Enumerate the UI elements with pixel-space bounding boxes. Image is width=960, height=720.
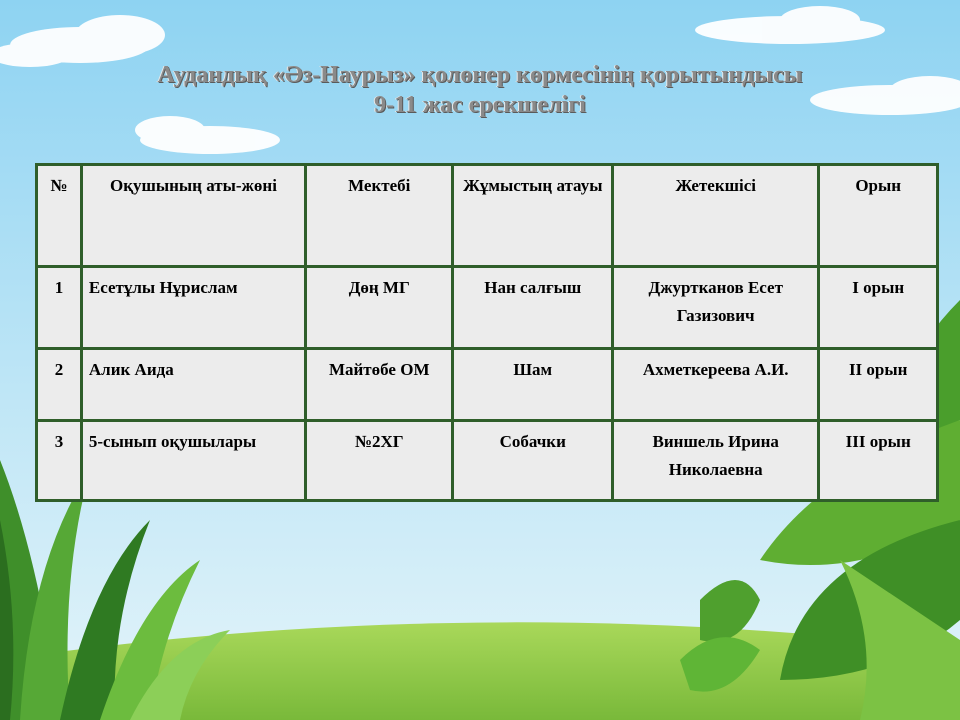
cell-work-title: Шам bbox=[453, 349, 613, 421]
cell-number: 2 bbox=[37, 349, 82, 421]
cell-place: ІІІ орын bbox=[819, 421, 938, 501]
cell-school: Майтөбе ОМ bbox=[306, 349, 453, 421]
table-row bbox=[37, 267, 938, 349]
cell-place: І орын bbox=[819, 267, 938, 349]
cell-student-name: Есетұлы Нұрислам bbox=[81, 267, 305, 349]
cell-student-name: 5-сынып оқушылары bbox=[81, 421, 305, 501]
cell-work-title: Нан салғыш bbox=[453, 267, 613, 349]
table-header-row bbox=[37, 165, 938, 267]
cell-school: Дөң МГ bbox=[306, 267, 453, 349]
table-row bbox=[37, 421, 938, 501]
header-place: Орын bbox=[819, 165, 938, 267]
page-title bbox=[0, 60, 960, 120]
header-school: Мектебі bbox=[306, 165, 453, 267]
header-work-title: Жұмыстың атауы bbox=[453, 165, 613, 267]
title-line-2: 9-11 жас ерекшелігі bbox=[374, 92, 586, 118]
cell-number: 1 bbox=[37, 267, 82, 349]
title-line-1: Аудандық «Әз-Наурыз» қолөнер көрмесінің қорытындысы bbox=[157, 62, 803, 88]
cell-supervisor: Виншель Ирина Николаевна bbox=[613, 421, 819, 501]
table-row bbox=[37, 349, 938, 421]
header-supervisor: Жетекшісі bbox=[613, 165, 819, 267]
cell-place: ІІ орын bbox=[819, 349, 938, 421]
cell-student-name: Алик Аида bbox=[81, 349, 305, 421]
header-number: № bbox=[37, 165, 82, 267]
cell-work-title: Собачки bbox=[453, 421, 613, 501]
header-student-name: Оқушының аты-жөні bbox=[81, 165, 305, 267]
cell-school: №2ХГ bbox=[306, 421, 453, 501]
cell-supervisor: Джуртканов Есет Газизович bbox=[613, 267, 819, 349]
cell-supervisor: Ахметкереева А.И. bbox=[613, 349, 819, 421]
cell-number: 3 bbox=[37, 421, 82, 501]
results-table bbox=[35, 163, 939, 502]
